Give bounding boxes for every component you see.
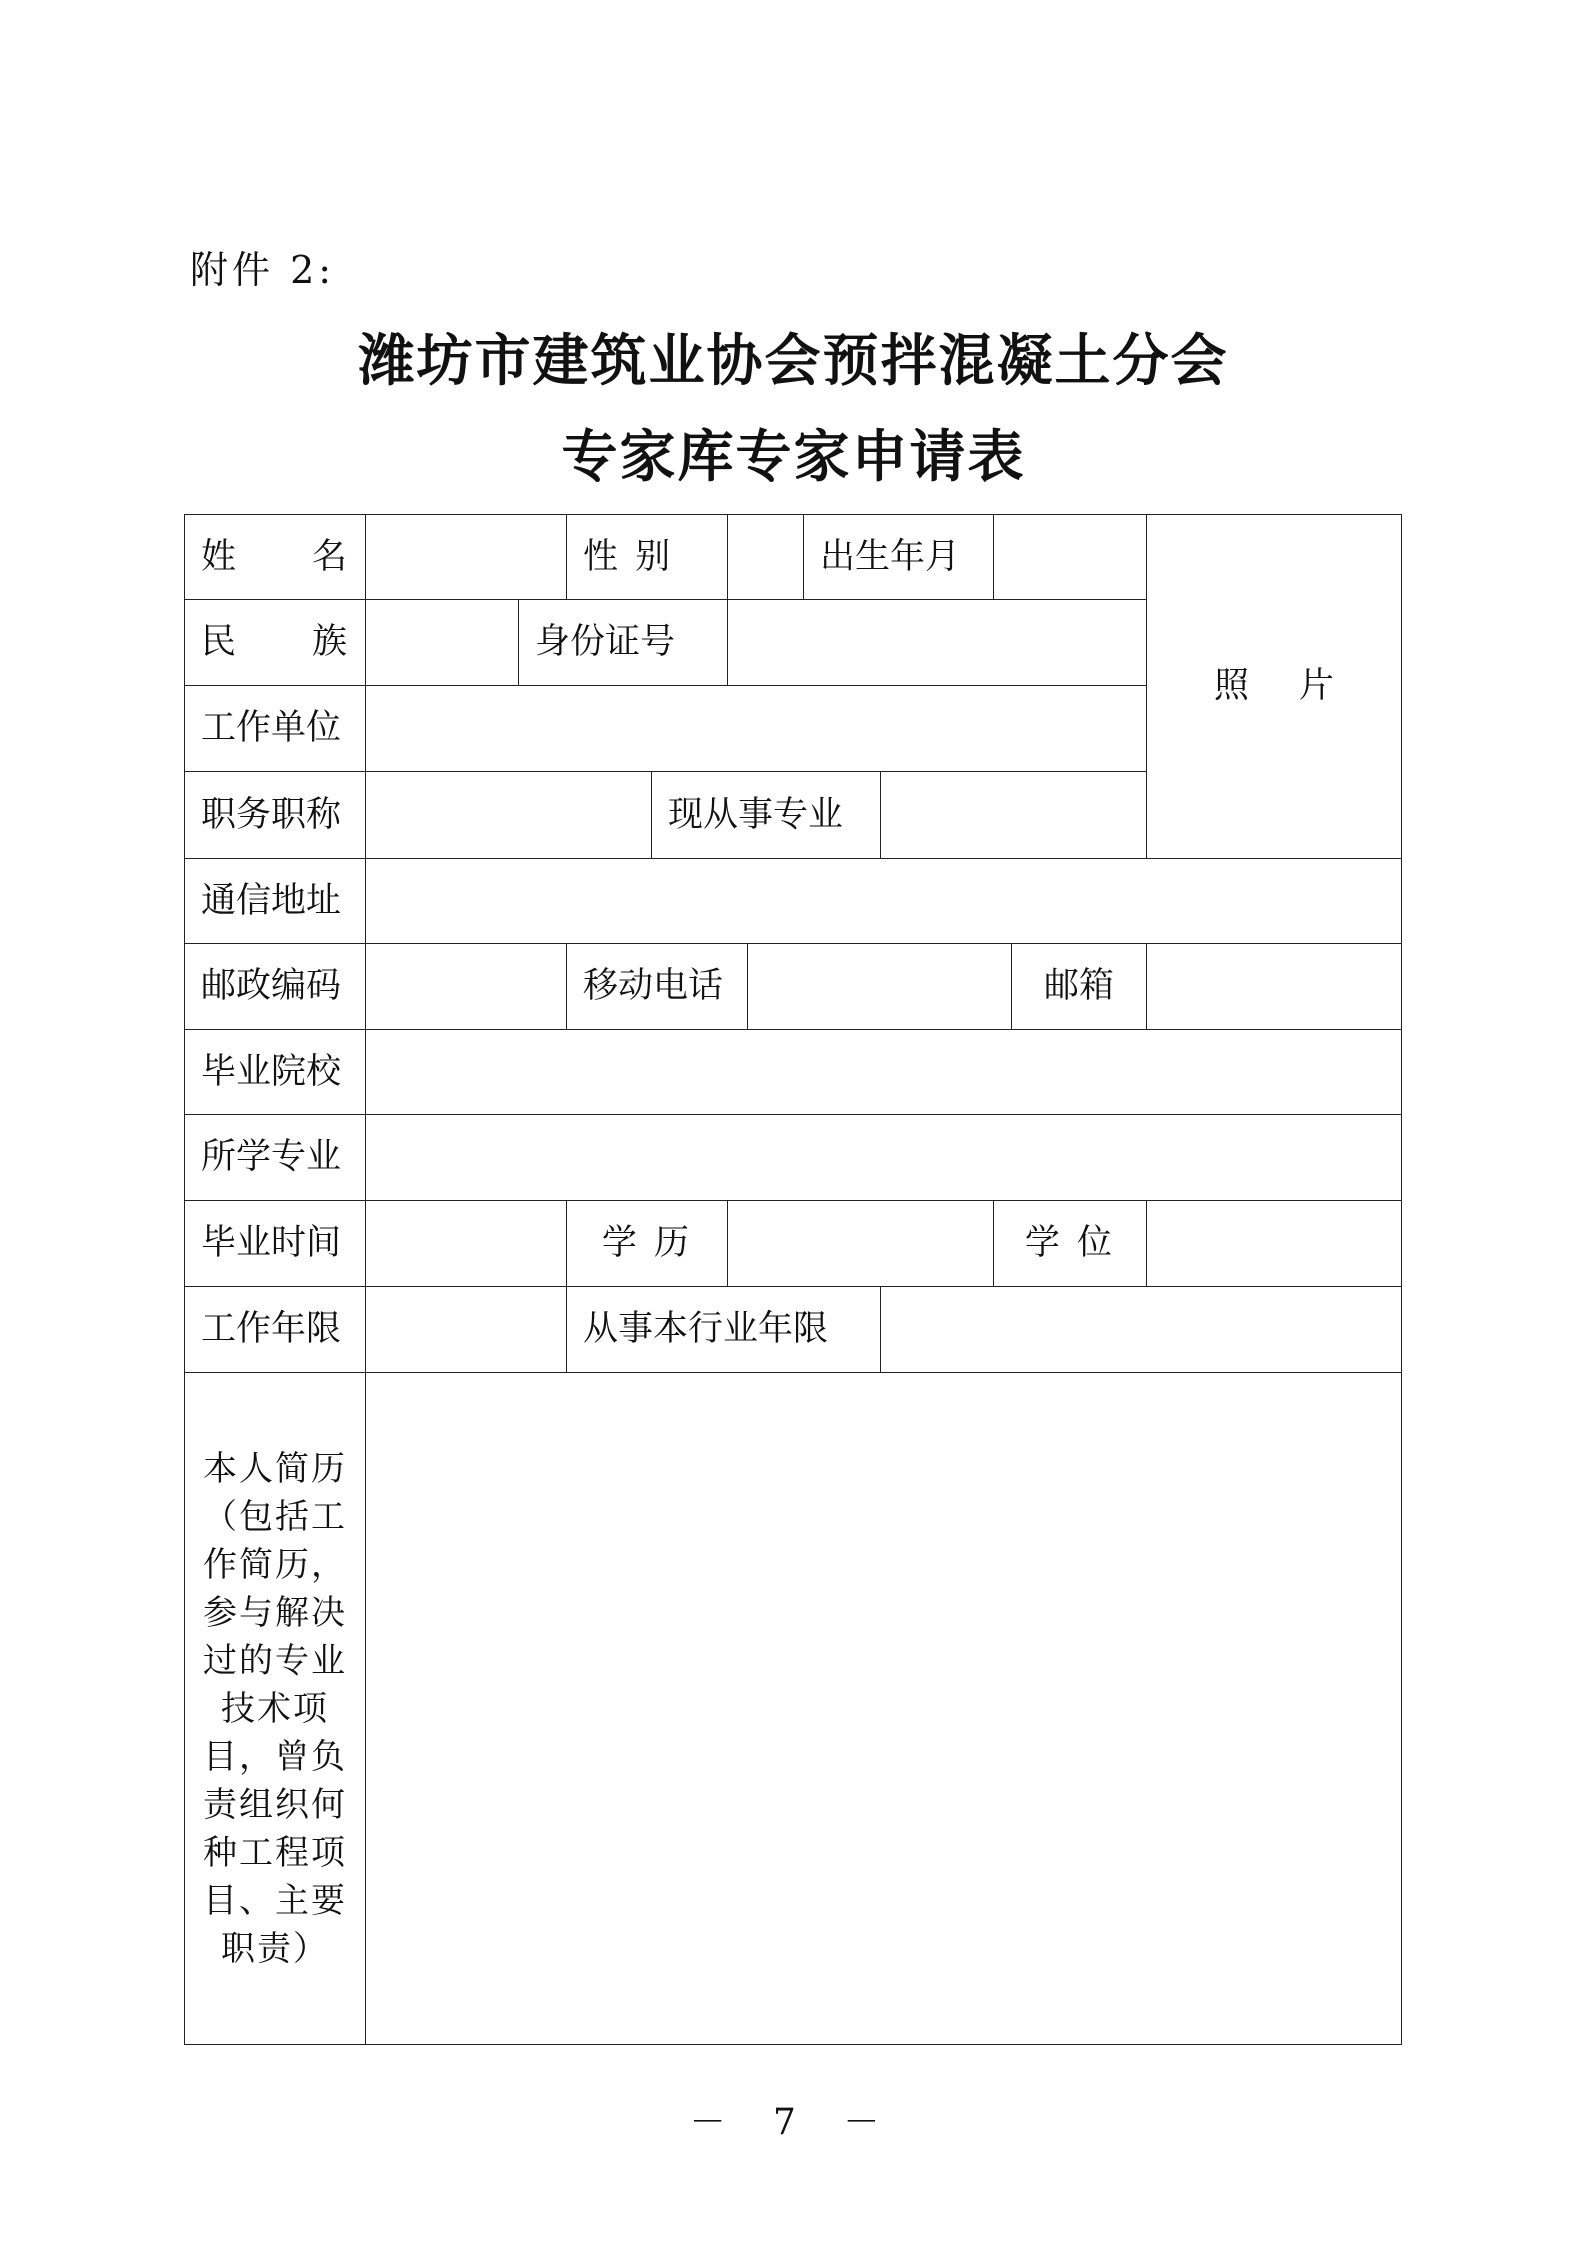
mailing-address-field[interactable]	[365, 858, 1402, 944]
ethnicity-label-char-1: 民	[201, 622, 237, 662]
degree-field[interactable]	[1146, 1200, 1402, 1287]
graduated-school-field[interactable]	[365, 1029, 1402, 1115]
work-years-label: 工作年限	[184, 1286, 366, 1373]
name-label-char-1: 姓	[201, 536, 237, 577]
work-years-field[interactable]	[365, 1286, 567, 1373]
gender-field[interactable]	[727, 514, 804, 600]
postal-code-field[interactable]	[365, 943, 567, 1030]
mobile-field[interactable]	[747, 943, 1012, 1030]
birth-field[interactable]	[993, 514, 1147, 600]
current-specialty-field[interactable]	[880, 771, 1147, 859]
position-title-field[interactable]	[365, 771, 652, 859]
education-field[interactable]	[727, 1200, 994, 1287]
id-number-label: 身份证号	[518, 599, 728, 686]
workplace-label: 工作单位	[184, 685, 366, 772]
resume-label: 本人简历（包括工作简历，参与解决过的专业技术项目，曾负责组织何种工程项目、主要职责）	[203, 1448, 347, 1969]
ethnicity-label	[184, 599, 366, 686]
photo-box[interactable]	[1146, 514, 1402, 859]
major-label: 所学专业	[184, 1114, 366, 1201]
name-field[interactable]	[365, 514, 567, 600]
name-label	[184, 514, 366, 600]
form-title-line-1: 潍坊市建筑业协会预拌混凝土分会	[358, 329, 1229, 394]
email-label: 邮箱	[1011, 943, 1147, 1030]
id-number-field[interactable]	[727, 599, 1147, 686]
ethnicity-label-char-2: 族	[311, 622, 347, 662]
page-number: － 7 －	[689, 2102, 898, 2143]
gender-label: 性 别	[566, 514, 728, 600]
birth-label: 出生年月	[803, 514, 994, 600]
application-form-table	[184, 514, 1402, 2044]
attachment-label: 附件 2:	[190, 248, 336, 292]
photo-label-char-2: 片	[1299, 666, 1335, 706]
email-field[interactable]	[1146, 943, 1402, 1030]
graduation-time-label: 毕业时间	[184, 1200, 366, 1287]
mobile-label: 移动电话	[566, 943, 748, 1030]
resume-field[interactable]	[365, 1372, 1402, 2045]
position-title-label: 职务职称	[184, 771, 366, 859]
mailing-address-label: 通信地址	[184, 858, 366, 944]
graduation-time-field[interactable]	[365, 1200, 567, 1287]
graduated-school-label: 毕业院校	[184, 1029, 366, 1115]
industry-years-label: 从事本行业年限	[566, 1286, 881, 1373]
education-label: 学 历	[566, 1200, 728, 1287]
photo-label-char-1: 照	[1213, 666, 1249, 706]
name-label-char-2: 名	[311, 536, 347, 577]
postal-code-label: 邮政编码	[184, 943, 366, 1030]
workplace-field[interactable]	[365, 685, 1147, 772]
industry-years-field[interactable]	[880, 1286, 1402, 1373]
form-title-line-2: 专家库专家申请表	[561, 425, 1026, 490]
degree-label: 学 位	[993, 1200, 1147, 1287]
current-specialty-label: 现从事专业	[651, 771, 881, 859]
ethnicity-field[interactable]	[365, 599, 519, 686]
resume-label-cell	[184, 1372, 366, 2045]
major-field[interactable]	[365, 1114, 1402, 1201]
